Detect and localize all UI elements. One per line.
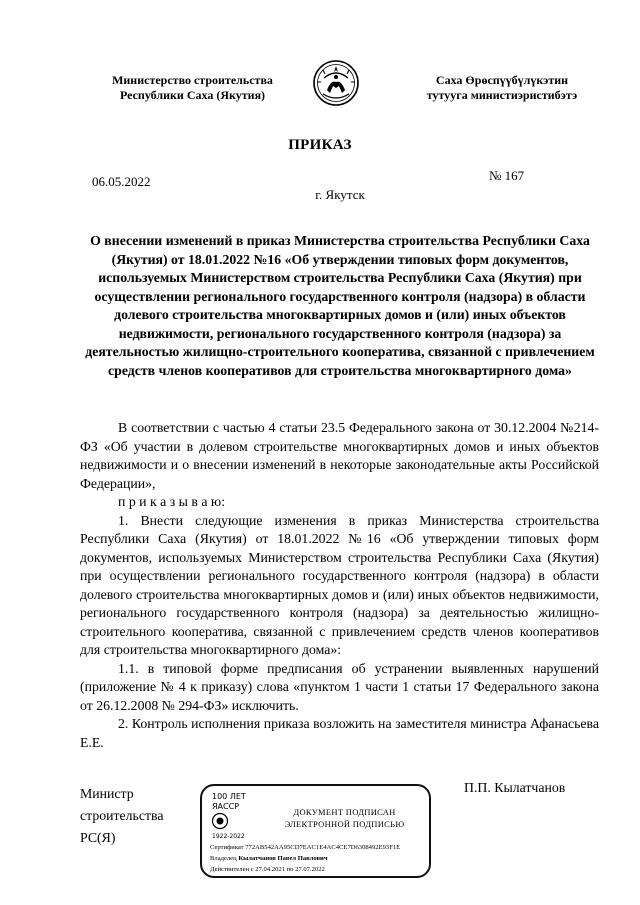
stamp-certificate [210, 843, 400, 852]
stamp-owner-label: Владелец [210, 855, 237, 862]
stamp-title-line2: ЭЛЕКТРОННОЙ ПОДПИСЬЮ [284, 819, 405, 829]
stamp-valid-label: Действителен [210, 866, 250, 873]
signatory-position-line1: Министр [80, 786, 134, 801]
stamp-valid-from-label: с [250, 866, 254, 873]
stamp-title [262, 806, 427, 830]
signatory-position-line2: строительства [80, 808, 164, 823]
ministry-name-russian [100, 73, 285, 103]
document-number: № 167 [489, 168, 525, 183]
signatory-position [80, 783, 163, 849]
document-date: 06.05.2022 [92, 174, 151, 189]
paragraph-item-1: 1. Внести следующие изменения в приказ Министерства строительства Республики Саха (Якутия) от 18.01.2022 №16 «Об утверждении типовых форм документов, используемых Министерством строительства Республики Саха (Якутия) при осуществлении регионального государственного контроля (надзора) в области долевого строительства многоквартирных домов и (или) иных объектов недвижимости, регионального государственного контроля (надзора) за деятельностью жилищно-строительного кооператива, связанной с привлечением средств членов кооперативов для строительства многоквартирного дома»: [80, 512, 599, 657]
paragraph-preamble: В соответствии с частью 4 статьи 23.5 Федерального закона от 30.12.2004 №214-ФЗ «Об участии в долевом строительстве многоквартирных домов и иных объектов недвижимости и о внесении изменений в некоторые законодательные акты Российской Федерации», [80, 420, 599, 491]
document-subject: О внесении изменений в приказ Министерства строительства Республики Саха (Якутия) от 18.01.2022 №16 «Об утверждении типовых форм документов, используемых Министерством строительства Республики Саха (Якутия) при осуществлении регионального государственного контроля (надзора) в области долевого строительства многоквартирных домов и (или) иных объектов недвижимости, регионального государственного контроля (надзора) за деятельностью жилищно-строительного кооператива, связанной с привлечением средств членов кооперативов для строительства многоквартирного дома» [85, 233, 595, 378]
stamp-valid-to-label: по [286, 866, 294, 873]
stamp-validity [210, 865, 325, 874]
electronic-signature-stamp [200, 784, 431, 878]
stamp-title-line1: ДОКУМЕНТ ПОДПИСАН [293, 807, 396, 817]
stamp-cert-label: Сертификат [210, 844, 244, 851]
paragraph-order-word: п р и к а з ы в а ю: [118, 494, 226, 509]
ministry-name-line1: Министерство строительства [112, 73, 273, 87]
logo-text-2: ЯАССР [212, 802, 240, 811]
stamp-valid-from: 27.04.2021 [255, 866, 285, 873]
document-body [80, 419, 599, 752]
coat-of-arms-emblem-icon [313, 60, 359, 106]
ministry-name-line2: Республики Саха (Якутия) [119, 88, 266, 102]
stamp-owner [210, 854, 328, 863]
paragraph-item-1-1: 1.1. в типовой форме предписания об устранении выявленных нарушений (приложение № 4 к приказу) слова «пунктом 1 части 1 статьи 17 Федерального закона от 26.12.2008 № 294-ФЗ» исключить. [80, 660, 599, 713]
document-city: г. Якутск [315, 187, 365, 202]
paragraph-item-2: 2. Контроль исполнения приказа возложить на заместителя министра Афанасьева Е.Е. [80, 716, 599, 750]
document-type-title: ПРИКАЗ [288, 137, 352, 153]
stamp-cert-value: 772AB542AA95CD7EAC1E4AC4CE7D6308492E93F1E [245, 844, 401, 851]
ministry-name-yakut [402, 73, 602, 103]
signatory-name: П.П. Кылатчанов [464, 780, 566, 795]
ministry-name-yakut-line2: тутууга министиэристибэтэ [426, 88, 578, 102]
stamp-valid-to: 27.07.2022 [295, 866, 325, 873]
logo-text-3: 1922-2022 [212, 833, 245, 840]
logo-text-1: 100 ЛЕТ [212, 792, 246, 801]
stamp-owner-value: Кылатчанов Павел Павлович [238, 855, 328, 862]
signatory-position-line3: РС(Я) [80, 830, 116, 845]
ministry-name-yakut-line1: Саха Өрөспүүбүлүкэтин [435, 73, 569, 87]
anniversary-logo-icon [208, 790, 258, 840]
